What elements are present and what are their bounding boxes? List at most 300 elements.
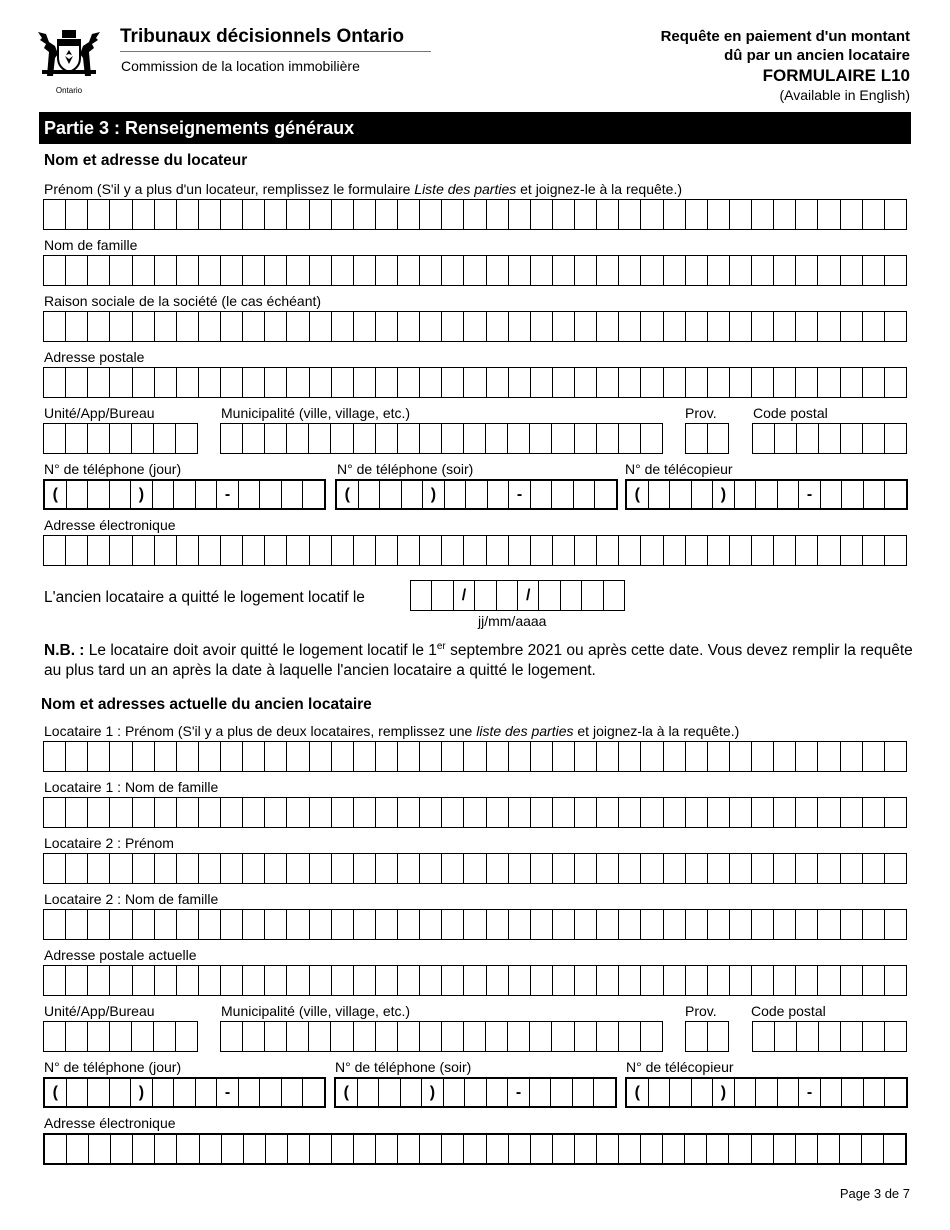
char-box[interactable] (133, 312, 155, 341)
char-box[interactable] (818, 536, 840, 565)
char-box[interactable] (376, 536, 398, 565)
char-box[interactable] (863, 854, 885, 883)
char-box[interactable] (44, 200, 66, 229)
char-box[interactable] (376, 424, 398, 453)
char-box[interactable] (265, 1022, 287, 1051)
char-box[interactable] (310, 536, 332, 565)
char-box[interactable] (509, 966, 531, 995)
char-box[interactable] (67, 481, 89, 508)
char-box[interactable] (531, 798, 553, 827)
char-box[interactable] (664, 200, 686, 229)
char-box[interactable] (530, 1079, 552, 1106)
char-box[interactable] (155, 312, 177, 341)
char-box[interactable] (442, 536, 464, 565)
char-box[interactable] (442, 424, 464, 453)
char-box[interactable] (260, 481, 282, 508)
char-box[interactable] (110, 1079, 132, 1106)
char-box[interactable] (841, 200, 863, 229)
char-box[interactable] (44, 256, 66, 285)
char-box[interactable] (686, 312, 708, 341)
char-box[interactable] (177, 1135, 199, 1163)
char-box[interactable] (597, 798, 619, 827)
char-box[interactable] (464, 200, 486, 229)
char-box[interactable] (664, 854, 686, 883)
char-box[interactable] (222, 1135, 244, 1163)
char-box[interactable] (354, 910, 376, 939)
tenant-prov-field[interactable] (685, 1021, 729, 1052)
char-box[interactable] (376, 966, 398, 995)
char-box[interactable] (863, 742, 885, 771)
char-box[interactable] (442, 1022, 464, 1051)
char-box[interactable] (597, 200, 619, 229)
char-box[interactable] (818, 200, 840, 229)
char-box[interactable]: - (799, 481, 821, 508)
char-box[interactable] (265, 312, 287, 341)
char-box[interactable] (66, 798, 88, 827)
char-box[interactable] (44, 742, 66, 771)
char-box[interactable] (531, 256, 553, 285)
char-box[interactable] (735, 1079, 757, 1106)
char-box[interactable] (177, 200, 199, 229)
char-box[interactable] (575, 854, 597, 883)
char-box[interactable] (177, 536, 199, 565)
char-box[interactable] (641, 200, 663, 229)
char-box[interactable] (155, 798, 177, 827)
char-box[interactable]: - (217, 481, 239, 508)
char-box[interactable] (221, 966, 243, 995)
char-box[interactable] (730, 742, 752, 771)
char-box[interactable] (597, 368, 619, 397)
char-box[interactable] (670, 481, 692, 508)
char-box[interactable] (686, 798, 708, 827)
char-box[interactable] (88, 481, 110, 508)
char-box[interactable] (465, 1079, 487, 1106)
char-box[interactable] (488, 481, 510, 508)
char-box[interactable] (153, 1079, 175, 1106)
char-box[interactable] (221, 424, 243, 453)
char-box[interactable] (553, 910, 575, 939)
char-box[interactable] (287, 798, 309, 827)
char-box[interactable] (310, 910, 332, 939)
char-box[interactable] (221, 910, 243, 939)
tenant-fax-field[interactable] (625, 1077, 908, 1108)
char-box[interactable] (774, 200, 796, 229)
tenant2-first-name-field[interactable] (43, 853, 907, 884)
char-box[interactable] (752, 966, 774, 995)
char-box[interactable] (818, 742, 840, 771)
char-box[interactable] (553, 536, 575, 565)
char-box[interactable] (44, 1022, 66, 1051)
char-box[interactable] (575, 1135, 597, 1163)
char-box[interactable] (818, 256, 840, 285)
char-box[interactable] (796, 854, 818, 883)
char-box[interactable]: - (509, 481, 531, 508)
char-box[interactable] (497, 581, 518, 610)
char-box[interactable] (842, 1079, 864, 1106)
char-box[interactable]: ( (627, 481, 649, 508)
char-box[interactable] (45, 1135, 67, 1163)
tenant-unit-field[interactable] (43, 1021, 198, 1052)
char-box[interactable] (243, 368, 265, 397)
char-box[interactable] (509, 256, 531, 285)
char-box[interactable] (553, 1135, 575, 1163)
char-box[interactable] (133, 256, 155, 285)
char-box[interactable] (649, 1079, 671, 1106)
landlord-postal-field[interactable] (752, 423, 907, 454)
char-box[interactable] (619, 424, 641, 453)
char-box[interactable] (155, 368, 177, 397)
char-box[interactable] (818, 854, 840, 883)
char-box[interactable] (420, 256, 442, 285)
char-box[interactable] (420, 966, 442, 995)
char-box[interactable] (88, 200, 110, 229)
char-box[interactable] (244, 1135, 266, 1163)
char-box[interactable] (88, 368, 110, 397)
char-box[interactable] (243, 910, 265, 939)
char-box[interactable] (486, 1022, 508, 1051)
char-box[interactable] (310, 368, 332, 397)
char-box[interactable] (243, 200, 265, 229)
char-box[interactable] (796, 742, 818, 771)
char-box[interactable] (775, 424, 797, 453)
char-box[interactable] (864, 481, 886, 508)
char-box[interactable] (411, 581, 432, 610)
char-box[interactable] (354, 1135, 376, 1163)
char-box[interactable] (398, 854, 420, 883)
char-box[interactable] (885, 481, 906, 508)
char-box[interactable] (641, 1135, 663, 1163)
landlord-fax-field[interactable] (625, 479, 908, 510)
char-box[interactable] (376, 742, 398, 771)
char-box[interactable] (531, 368, 553, 397)
char-box[interactable] (155, 256, 177, 285)
char-box[interactable] (88, 312, 110, 341)
char-box[interactable] (842, 481, 864, 508)
char-box[interactable] (309, 424, 331, 453)
char-box[interactable] (354, 536, 376, 565)
char-box[interactable] (597, 742, 619, 771)
char-box[interactable] (818, 910, 840, 939)
char-box[interactable]: ( (627, 1079, 649, 1106)
tenant-email-field[interactable] (43, 1133, 907, 1165)
char-box[interactable] (444, 1079, 466, 1106)
char-box[interactable] (464, 910, 486, 939)
char-box[interactable] (88, 424, 110, 453)
tenant-address-field[interactable] (43, 965, 907, 996)
char-box[interactable] (774, 256, 796, 285)
char-box[interactable] (66, 256, 88, 285)
char-box[interactable] (553, 200, 575, 229)
char-box[interactable] (753, 424, 775, 453)
char-box[interactable] (597, 536, 619, 565)
char-box[interactable] (303, 481, 324, 508)
char-box[interactable] (310, 854, 332, 883)
char-box[interactable] (354, 1022, 376, 1051)
char-box[interactable] (176, 1022, 197, 1051)
char-box[interactable] (531, 536, 553, 565)
char-box[interactable] (221, 256, 243, 285)
char-box[interactable] (487, 966, 509, 995)
char-box[interactable] (796, 1135, 818, 1163)
landlord-phone-day-field[interactable] (43, 479, 326, 510)
char-box[interactable] (818, 966, 840, 995)
char-box[interactable] (539, 581, 560, 610)
char-box[interactable] (774, 368, 796, 397)
char-box[interactable] (221, 1022, 243, 1051)
char-box[interactable] (692, 1079, 714, 1106)
char-box[interactable] (841, 742, 863, 771)
char-box[interactable] (464, 368, 486, 397)
char-box[interactable] (420, 1135, 442, 1163)
char-box[interactable] (841, 966, 863, 995)
char-box[interactable] (796, 536, 818, 565)
char-box[interactable] (44, 424, 66, 453)
char-box[interactable] (885, 798, 906, 827)
char-box[interactable] (708, 368, 730, 397)
char-box[interactable] (66, 368, 88, 397)
char-box[interactable] (509, 798, 531, 827)
char-box[interactable] (575, 1022, 597, 1051)
char-box[interactable] (196, 481, 218, 508)
tenant-municipality-field[interactable] (220, 1021, 663, 1052)
char-box[interactable] (752, 1135, 774, 1163)
char-box[interactable] (752, 200, 774, 229)
char-box[interactable] (796, 368, 818, 397)
char-box[interactable] (841, 424, 863, 453)
char-box[interactable] (66, 910, 88, 939)
char-box[interactable] (133, 798, 155, 827)
tenant-postal-field[interactable] (752, 1021, 907, 1052)
tenant-phone-eve-field[interactable] (334, 1077, 617, 1108)
char-box[interactable] (863, 910, 885, 939)
char-box[interactable] (885, 368, 906, 397)
char-box[interactable] (509, 742, 531, 771)
char-box[interactable] (464, 536, 486, 565)
char-box[interactable] (66, 742, 88, 771)
char-box[interactable] (487, 1135, 509, 1163)
char-box[interactable] (398, 1135, 420, 1163)
char-box[interactable] (196, 1079, 218, 1106)
char-box[interactable] (265, 798, 287, 827)
char-box[interactable] (432, 581, 453, 610)
char-box[interactable] (155, 910, 177, 939)
char-box[interactable] (885, 742, 906, 771)
char-box[interactable] (464, 256, 486, 285)
char-box[interactable] (420, 910, 442, 939)
char-box[interactable] (821, 1079, 843, 1106)
char-box[interactable] (841, 368, 863, 397)
char-box[interactable] (398, 966, 420, 995)
char-box[interactable] (265, 910, 287, 939)
char-box[interactable] (332, 200, 354, 229)
char-box[interactable] (531, 910, 553, 939)
char-box[interactable] (561, 581, 582, 610)
char-box[interactable] (287, 536, 309, 565)
char-box[interactable] (44, 368, 66, 397)
char-box[interactable] (398, 536, 420, 565)
char-box[interactable] (243, 1022, 265, 1051)
char-box[interactable] (177, 742, 199, 771)
char-box[interactable] (221, 368, 243, 397)
landlord-unit-field[interactable] (43, 423, 198, 454)
char-box[interactable] (756, 1079, 778, 1106)
char-box[interactable] (199, 312, 221, 341)
char-box[interactable] (310, 200, 332, 229)
char-box[interactable] (354, 256, 376, 285)
char-box[interactable] (154, 1022, 176, 1051)
char-box[interactable] (818, 1135, 840, 1163)
char-box[interactable] (487, 536, 509, 565)
char-box[interactable] (531, 1135, 553, 1163)
char-box[interactable] (398, 368, 420, 397)
char-box[interactable] (310, 798, 332, 827)
char-box[interactable] (752, 910, 774, 939)
char-box[interactable] (487, 854, 509, 883)
char-box[interactable] (641, 536, 663, 565)
char-box[interactable] (841, 256, 863, 285)
char-box[interactable] (221, 200, 243, 229)
char-box[interactable] (174, 481, 196, 508)
char-box[interactable] (797, 1022, 819, 1051)
char-box[interactable] (287, 910, 309, 939)
char-box[interactable] (332, 1135, 354, 1163)
char-box[interactable] (509, 536, 531, 565)
char-box[interactable] (885, 966, 906, 995)
char-box[interactable] (619, 200, 641, 229)
char-box[interactable] (354, 368, 376, 397)
char-box[interactable] (332, 312, 354, 341)
char-box[interactable] (708, 256, 730, 285)
char-box[interactable] (354, 854, 376, 883)
char-box[interactable] (88, 910, 110, 939)
char-box[interactable] (332, 910, 354, 939)
char-box[interactable] (310, 256, 332, 285)
char-box[interactable] (487, 256, 509, 285)
char-box[interactable] (420, 200, 442, 229)
landlord-company-field[interactable] (43, 311, 907, 342)
char-box[interactable] (730, 256, 752, 285)
char-box[interactable] (303, 1079, 324, 1106)
char-box[interactable] (863, 200, 885, 229)
char-box[interactable] (177, 966, 199, 995)
char-box[interactable] (265, 368, 287, 397)
char-box[interactable] (575, 200, 597, 229)
char-box[interactable] (841, 536, 863, 565)
char-box[interactable] (862, 1135, 884, 1163)
char-box[interactable] (730, 798, 752, 827)
char-box[interactable] (464, 854, 486, 883)
char-box[interactable] (260, 1079, 282, 1106)
char-box[interactable] (796, 312, 818, 341)
char-box[interactable] (155, 742, 177, 771)
char-box[interactable] (774, 910, 796, 939)
char-box[interactable] (376, 1022, 398, 1051)
char-box[interactable] (508, 424, 530, 453)
char-box[interactable] (199, 910, 221, 939)
char-box[interactable]: ) (131, 1079, 153, 1106)
char-box[interactable] (243, 536, 265, 565)
char-box[interactable] (796, 200, 818, 229)
char-box[interactable] (664, 910, 686, 939)
char-box[interactable] (775, 1022, 797, 1051)
char-box[interactable] (265, 256, 287, 285)
char-box[interactable] (686, 424, 708, 453)
char-box[interactable] (597, 424, 619, 453)
char-box[interactable] (664, 368, 686, 397)
char-box[interactable] (531, 742, 553, 771)
char-box[interactable] (575, 368, 597, 397)
char-box[interactable] (155, 854, 177, 883)
char-box[interactable] (177, 312, 199, 341)
char-box[interactable] (664, 798, 686, 827)
char-box[interactable] (863, 424, 885, 453)
char-box[interactable] (686, 368, 708, 397)
char-box[interactable] (88, 742, 110, 771)
char-box[interactable] (133, 1135, 155, 1163)
char-box[interactable] (885, 200, 906, 229)
char-box[interactable] (420, 742, 442, 771)
char-box[interactable] (708, 910, 730, 939)
landlord-prov-field[interactable] (685, 423, 729, 454)
char-box[interactable] (863, 312, 885, 341)
char-box[interactable] (243, 798, 265, 827)
char-box[interactable] (670, 1079, 692, 1106)
char-box[interactable] (641, 424, 662, 453)
char-box[interactable] (692, 481, 714, 508)
tenant1-first-name-field[interactable] (43, 741, 907, 772)
char-box[interactable] (177, 854, 199, 883)
char-box[interactable] (552, 1022, 574, 1051)
char-box[interactable] (885, 536, 906, 565)
char-box[interactable] (442, 854, 464, 883)
char-box[interactable] (582, 581, 603, 610)
char-box[interactable] (752, 854, 774, 883)
tenant-phone-day-field[interactable] (43, 1077, 326, 1108)
char-box[interactable] (66, 312, 88, 341)
char-box[interactable] (332, 256, 354, 285)
char-box[interactable] (442, 368, 464, 397)
char-box[interactable] (155, 1135, 177, 1163)
char-box[interactable]: ( (336, 1079, 358, 1106)
char-box[interactable] (597, 256, 619, 285)
char-box[interactable] (509, 368, 531, 397)
char-box[interactable] (475, 581, 496, 610)
char-box[interactable] (708, 536, 730, 565)
char-box[interactable] (575, 798, 597, 827)
char-box[interactable] (332, 742, 354, 771)
char-box[interactable] (863, 256, 885, 285)
char-box[interactable] (595, 481, 616, 508)
char-box[interactable] (155, 200, 177, 229)
char-box[interactable] (88, 1079, 110, 1106)
char-box[interactable] (730, 910, 752, 939)
char-box[interactable] (398, 910, 420, 939)
char-box[interactable] (221, 854, 243, 883)
char-box[interactable] (354, 200, 376, 229)
char-box[interactable] (287, 966, 309, 995)
char-box[interactable] (530, 1022, 552, 1051)
char-box[interactable] (464, 1022, 486, 1051)
char-box[interactable] (133, 854, 155, 883)
char-box[interactable] (774, 312, 796, 341)
char-box[interactable]: ) (713, 481, 735, 508)
char-box[interactable] (730, 966, 752, 995)
char-box[interactable] (442, 200, 464, 229)
char-box[interactable] (487, 200, 509, 229)
char-box[interactable] (44, 312, 66, 341)
char-box[interactable] (575, 910, 597, 939)
char-box[interactable]: / (454, 581, 475, 610)
